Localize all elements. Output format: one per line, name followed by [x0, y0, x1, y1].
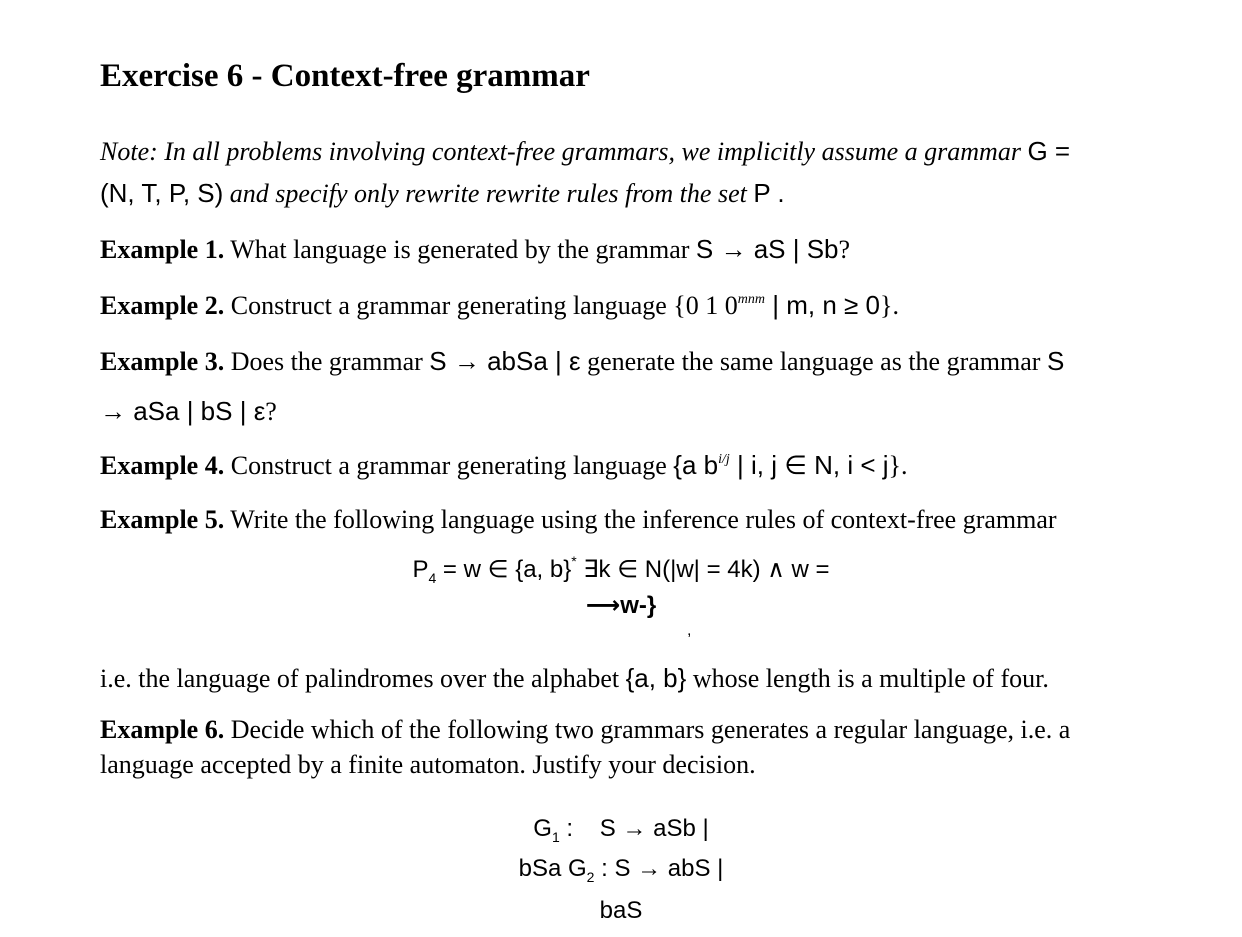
eq-p: P — [412, 556, 429, 583]
example-3-formula-2: S — [1046, 346, 1065, 376]
example-2-sup: mnm — [737, 292, 766, 307]
page-title: Exercise 6 - Context-free grammar — [100, 58, 590, 94]
eq-set: = w ∈ {a, b} — [436, 556, 572, 583]
example-3 — [100, 346, 1064, 377]
example-6 — [100, 715, 1070, 745]
example-5-text: Write the following language using the inference rules of context-free grammar — [230, 505, 1057, 534]
example-4-sup: i/j — [718, 452, 730, 467]
example-1-end: ? — [838, 235, 851, 264]
grammar-g1 — [0, 815, 1242, 845]
note-line-2 — [100, 178, 785, 209]
note-line-1 — [100, 136, 1070, 167]
g2-prefix: bSa G — [518, 855, 587, 882]
example-4-text: Construct a grammar generating language — [230, 451, 667, 480]
example-1-label: Example 1. — [100, 235, 225, 264]
example-3-formula-1: S → abSa | ε — [429, 346, 581, 376]
example-5-equation-1 — [0, 553, 1242, 586]
example-2-formula: | m, n ≥ 0 — [765, 290, 880, 320]
example-2-text: Construct a grammar generating language {0 1 0 — [230, 291, 738, 320]
example-2-end: }. — [879, 291, 899, 320]
note-text-2: and specify only rewrite rewrite rules from the set — [229, 179, 747, 208]
eq-star: * — [571, 553, 577, 569]
g1-label: G — [533, 815, 552, 842]
example-2-label: Example 2. — [100, 291, 225, 320]
example-4 — [100, 450, 908, 481]
example-6-text-1: Decide which of the following two grammars generates a regular language, i.e. a — [230, 715, 1071, 744]
example-5-comma: , — [687, 622, 692, 639]
example-6-label: Example 6. — [100, 715, 225, 744]
example-3-text-1: Does the grammar — [230, 347, 423, 376]
grammar-g3: baS — [599, 897, 643, 924]
example-2 — [100, 290, 899, 321]
grammar-g2 — [0, 855, 1242, 885]
example-5 — [100, 505, 1057, 535]
g2-rule: : S → abS | — [594, 855, 724, 882]
note-set-p: P . — [753, 178, 785, 208]
g2-sub: 2 — [586, 869, 595, 885]
note-text-1: Note: In all problems involving context-free grammars, we implicitly assume a grammar — [100, 137, 1021, 166]
example-4-label: Example 4. — [100, 451, 225, 480]
example-6-line-2: language accepted by a finite automaton. Justify your decision. — [100, 750, 756, 779]
example-3-text-2: generate the same language as the grammar — [587, 347, 1041, 376]
example-4-formula-2: | i, j ∈ N, i < j — [729, 450, 889, 480]
explain-text-1: i.e. the language of palindromes over the alphabet — [100, 664, 620, 693]
example-3-line-2 — [100, 396, 277, 427]
example-3-label: Example 3. — [100, 347, 225, 376]
example-5-explanation — [100, 663, 1049, 694]
note-tuple: (N, T, P, S) — [100, 178, 224, 208]
example-4-formula-1: {a b — [673, 450, 719, 480]
explain-text-2: whose length is a multiple of four. — [692, 664, 1049, 693]
example-5-equation-2: ⟶w-} — [585, 592, 657, 619]
example-4-end: }. — [888, 451, 908, 480]
g1-sub: 1 — [551, 829, 560, 845]
example-5-label: Example 5. — [100, 505, 225, 534]
eq-p-sub: 4 — [428, 570, 437, 586]
eq-condition: ∃k ∈ N(|w| = 4k) ∧ w = — [576, 556, 830, 583]
example-3-formula-3: → aSa | bS | ε — [100, 396, 266, 426]
example-1-text: What language is generated by the grammar — [230, 235, 690, 264]
explain-set: {a, b} — [625, 663, 687, 693]
example-3-end: ? — [265, 397, 277, 426]
example-1-formula: S → aS | Sb — [695, 234, 839, 264]
example-1 — [100, 234, 850, 265]
note-grammar-g: G = — [1027, 136, 1071, 166]
g1-rule: : S → aSb | — [559, 815, 709, 842]
